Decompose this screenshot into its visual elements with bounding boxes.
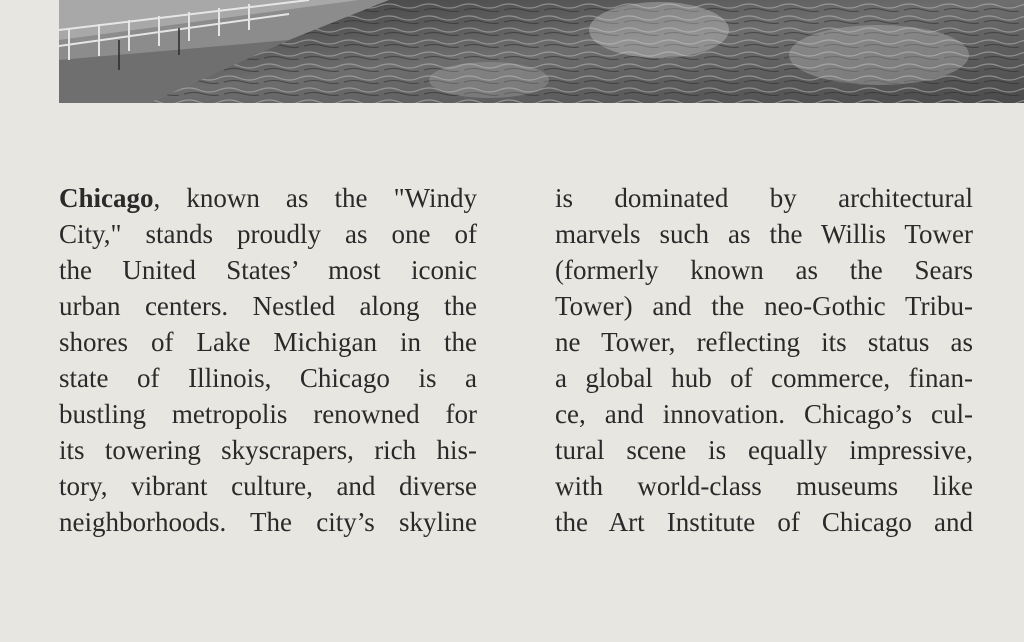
text-line: shores of Lake Michigan in the: [59, 327, 477, 357]
text-line: ce, and innovation. Chicago’s cul-: [555, 399, 973, 429]
text-line: urban centers. Nestled along the: [59, 291, 477, 321]
text-line: marvels such as the Willis Tower: [555, 219, 973, 249]
text-line: tural scene is equally impressive,: [555, 435, 973, 465]
lead-word: Chicago: [59, 183, 154, 213]
article-column-left: [59, 180, 477, 540]
text-line: its towering skyscrapers, rich his-: [59, 435, 477, 465]
text-line: Tower) and the neo-Gothic Tribu-: [555, 291, 973, 321]
text-line: [59, 180, 477, 216]
text-line-rest: , known as the "Windy: [153, 183, 477, 213]
text-line: with world-class museums like: [555, 471, 973, 501]
text-line: neighborhoods. The city’s skyline: [59, 507, 477, 537]
text-line: (formerly known as the Sears: [555, 255, 973, 285]
article-column-right: [555, 180, 973, 540]
hero-photo-river: [59, 0, 1024, 103]
text-line: a global hub of commerce, finan-: [555, 363, 973, 393]
text-line: bustling metropolis renowned for: [59, 399, 477, 429]
text-line: ne Tower, reflecting its status as: [555, 327, 973, 357]
text-line: state of Illinois, Chicago is a: [59, 363, 477, 393]
text-line: is dominated by architectural: [555, 183, 973, 213]
text-line: the Art Institute of Chicago and: [555, 507, 973, 537]
text-line: the United States’ most iconic: [59, 255, 477, 285]
text-line: tory, vibrant culture, and diverse: [59, 471, 477, 501]
text-line: City," stands proudly as one of: [59, 219, 477, 249]
